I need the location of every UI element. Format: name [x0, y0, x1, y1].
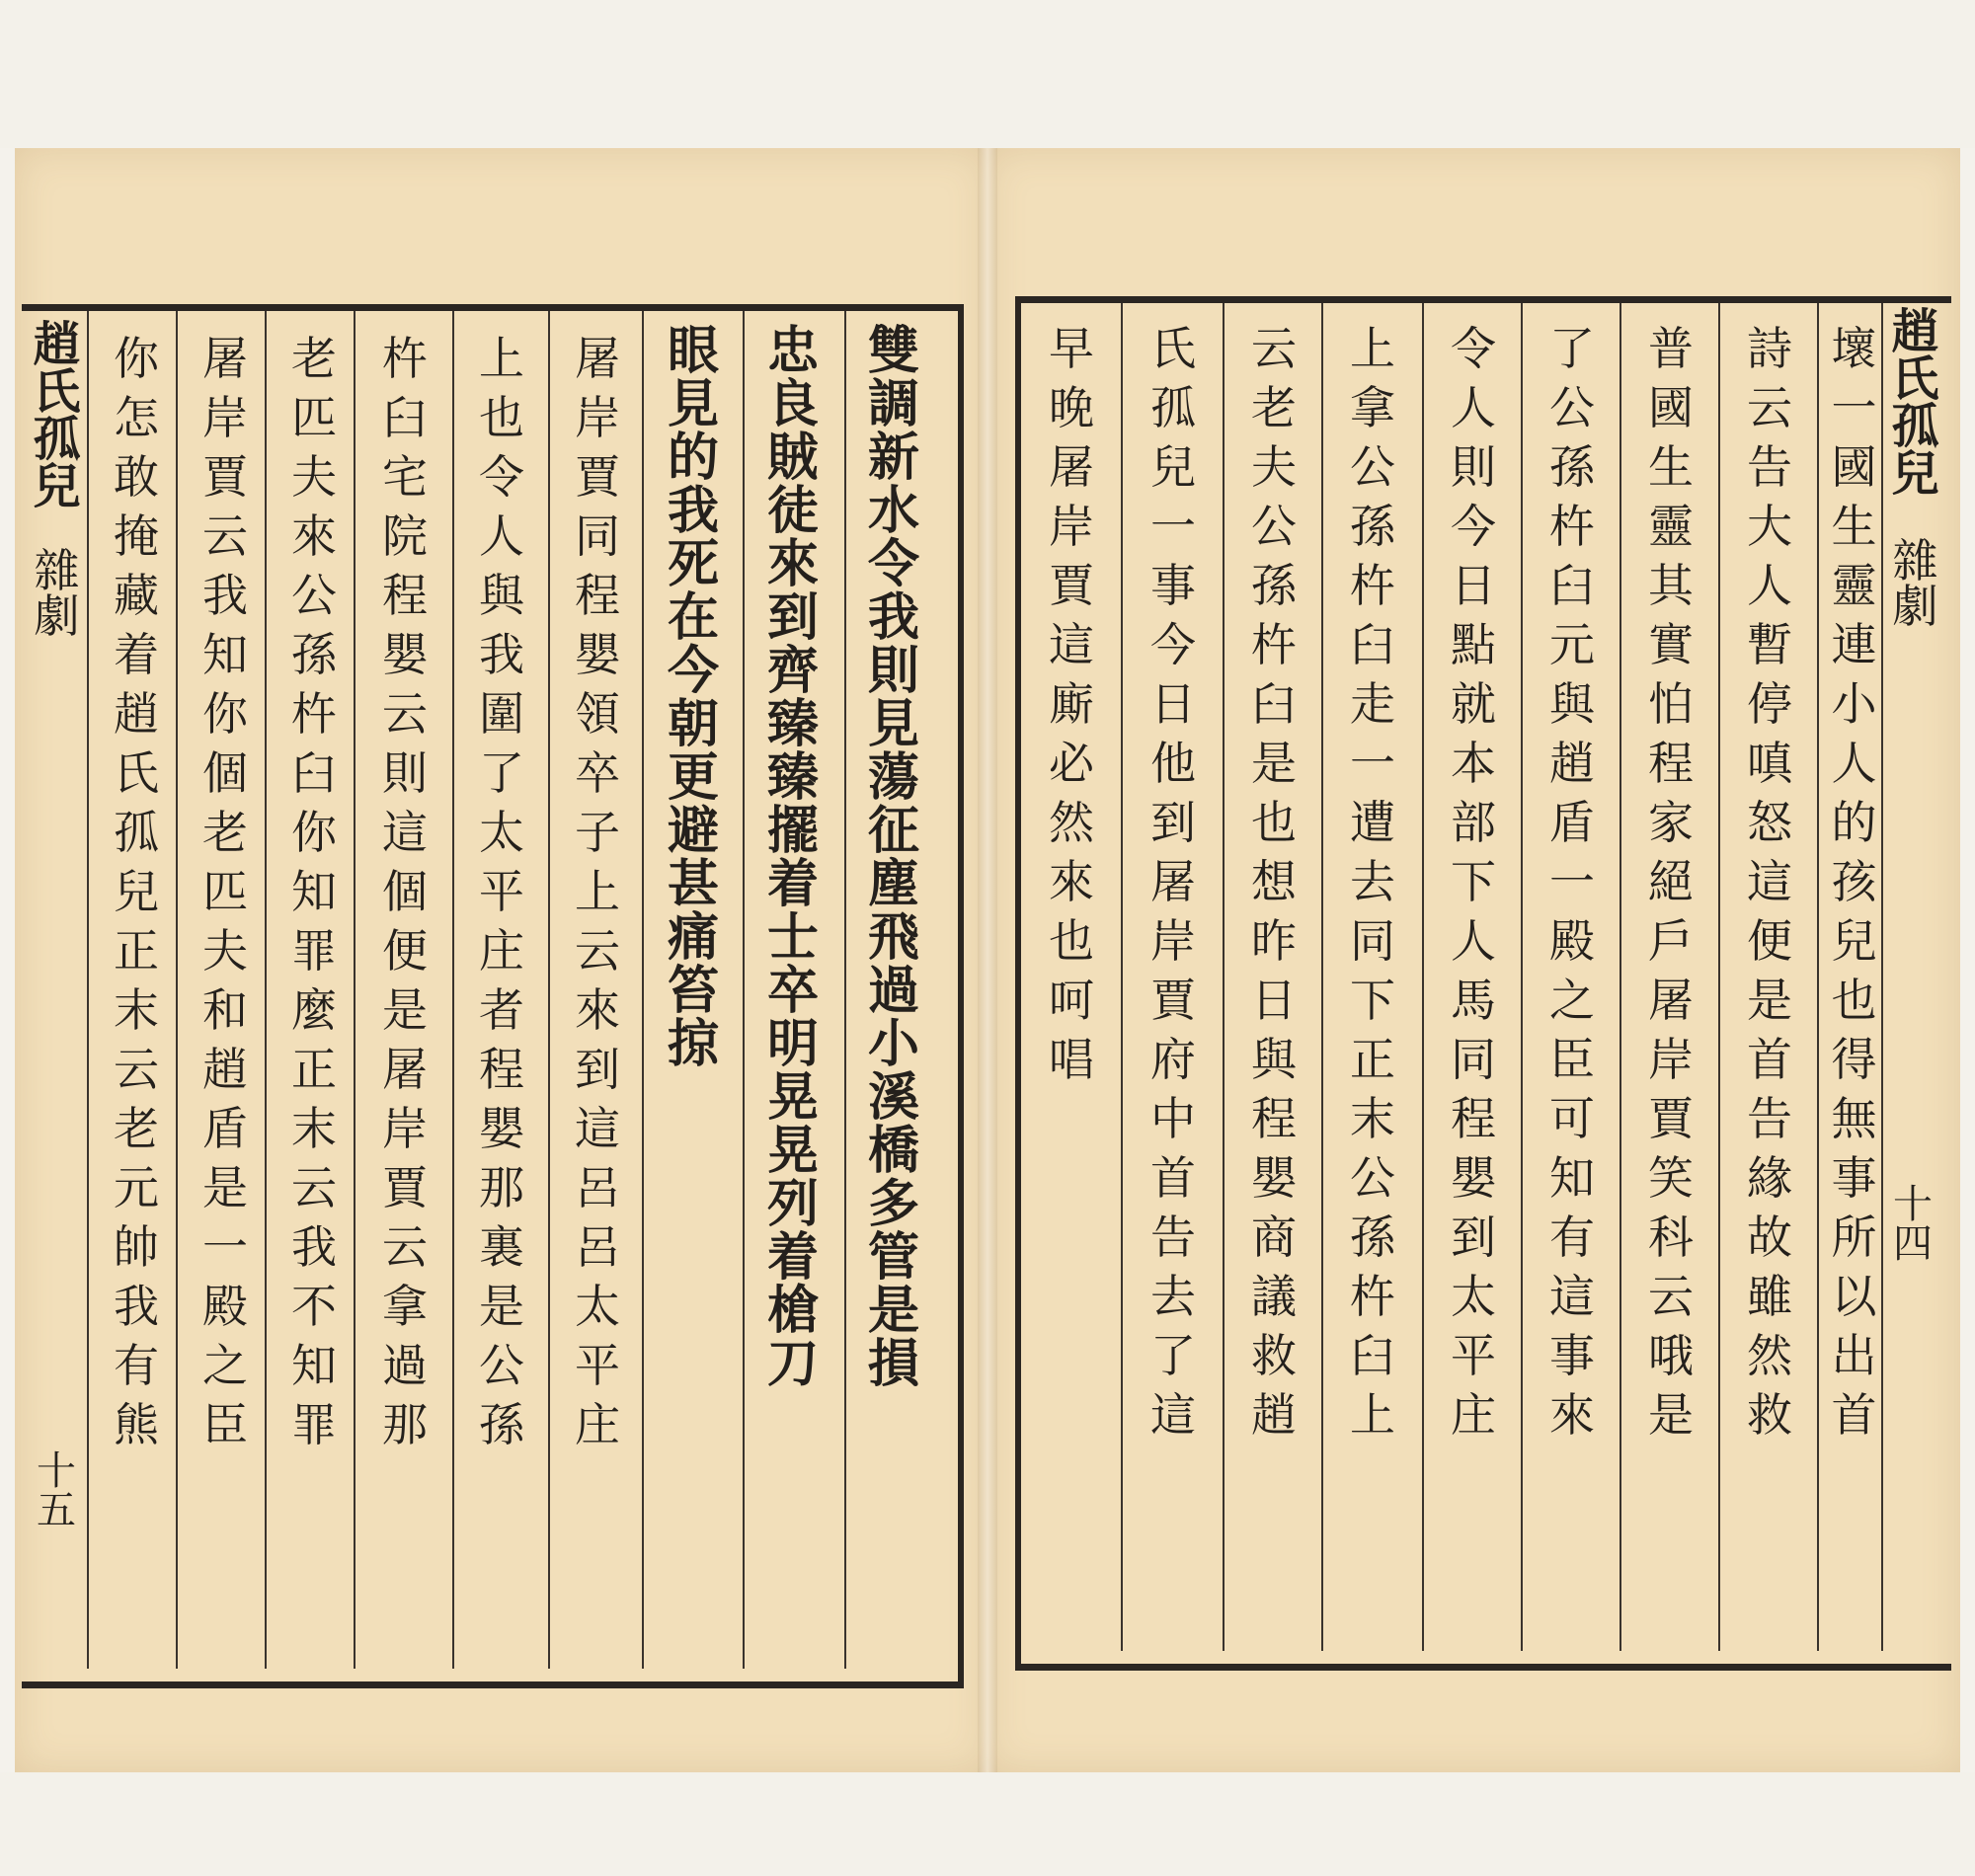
right-margin-title: 趙 氏 孤 兒 — [1891, 304, 1939, 502]
text-column: 忠 良 賊 徒 來 到 齊 臻 臻 擺 着 士 卒 明 晃 晃 列 着 槍 刀 — [766, 321, 819, 1394]
text-column: 雙 調 新 水 令 我 則 見 蕩 征 塵 飛 過 小 溪 橋 多 管 是 損 — [867, 321, 919, 1394]
right-folio: 十 四 — [1893, 1182, 1933, 1267]
right-margin-sub: 雜 劇 — [1892, 534, 1938, 633]
column-rule — [265, 311, 267, 1669]
column-rule — [1881, 303, 1883, 1651]
left-margin-title: 趙 氏 孤 兒 — [33, 317, 81, 514]
text-column: 杵 臼 宅 院 程 嬰 云 則 這 個 便 是 屠 岸 賈 云 拿 過 那 — [382, 332, 428, 1451]
left-margin-sub: 雜 劇 — [34, 544, 80, 643]
text-column: 了 公 孫 杵 臼 元 與 趙 盾 一 殿 之 臣 可 知 有 這 事 來 — [1549, 322, 1595, 1442]
protective-sheet-bottom — [0, 1772, 1975, 1876]
text-column: 屠 岸 賈 云 我 知 你 個 老 匹 夫 和 趙 盾 是 一 殿 之 臣 — [202, 332, 248, 1451]
text-column: 氏 孤 兒 一 事 今 日 他 到 屠 岸 賈 府 中 首 告 去 了 這 — [1150, 322, 1196, 1442]
text-column: 早 晚 屠 岸 賈 這 廝 必 然 來 也 呵 唱 — [1049, 322, 1094, 1086]
column-rule — [1223, 303, 1224, 1651]
column-rule — [452, 311, 454, 1669]
column-rule — [176, 311, 178, 1669]
column-rule — [1620, 303, 1621, 1651]
protective-sheet-top — [0, 0, 1975, 148]
left-folio: 十 五 — [37, 1448, 76, 1533]
text-column: 上 拿 公 孫 杵 臼 走 一 遭 去 同 下 正 末 公 孫 杵 臼 上 — [1350, 322, 1395, 1442]
text-column: 壞 一 國 生 靈 連 小 人 的 孩 兒 也 得 無 事 所 以 出 首 — [1831, 322, 1877, 1442]
text-column: 老 匹 夫 來 公 孫 杵 臼 你 知 罪 麼 正 末 云 我 不 知 罪 — [291, 332, 337, 1451]
column-rule — [1422, 303, 1424, 1651]
text-column: 上 也 令 人 與 我 圍 了 太 平 庄 者 程 嬰 那 裏 是 公 孫 — [479, 332, 524, 1451]
book-gutter — [978, 148, 997, 1772]
column-rule — [1121, 303, 1123, 1651]
column-rule — [87, 311, 89, 1669]
column-rule — [743, 311, 745, 1669]
text-column: 云 老 夫 公 孫 杵 臼 是 也 想 昨 日 與 程 嬰 商 議 救 趙 — [1251, 322, 1297, 1442]
text-column: 詩 云 告 大 人 暫 停 嗔 怒 這 便 是 首 告 緣 故 雖 然 救 — [1747, 322, 1792, 1442]
column-rule — [1521, 303, 1523, 1651]
text-column: 你 怎 敢 掩 藏 着 趙 氏 孤 兒 正 末 云 老 元 帥 我 有 熊 — [114, 332, 159, 1451]
column-rule — [642, 311, 644, 1669]
text-column: 屠 岸 賈 同 程 嬰 領 卒 子 上 云 來 到 這 呂 呂 太 平 庄 — [575, 332, 620, 1451]
column-rule — [1718, 303, 1720, 1651]
column-rule — [548, 311, 550, 1669]
column-rule — [354, 311, 356, 1669]
column-rule — [1817, 303, 1819, 1651]
column-rule — [1321, 303, 1323, 1651]
text-column: 令 人 則 今 日 點 就 本 部 下 人 馬 同 程 嬰 到 太 平 庄 — [1451, 322, 1496, 1442]
text-column: 眼 見 的 我 死 在 今 朝 更 避 甚 痛 笞 掠 — [667, 321, 719, 1074]
column-rule — [844, 311, 846, 1669]
text-column: 普 國 生 靈 其 實 怕 程 家 絕 戶 屠 岸 賈 笑 科 云 哦 是 — [1648, 322, 1694, 1442]
